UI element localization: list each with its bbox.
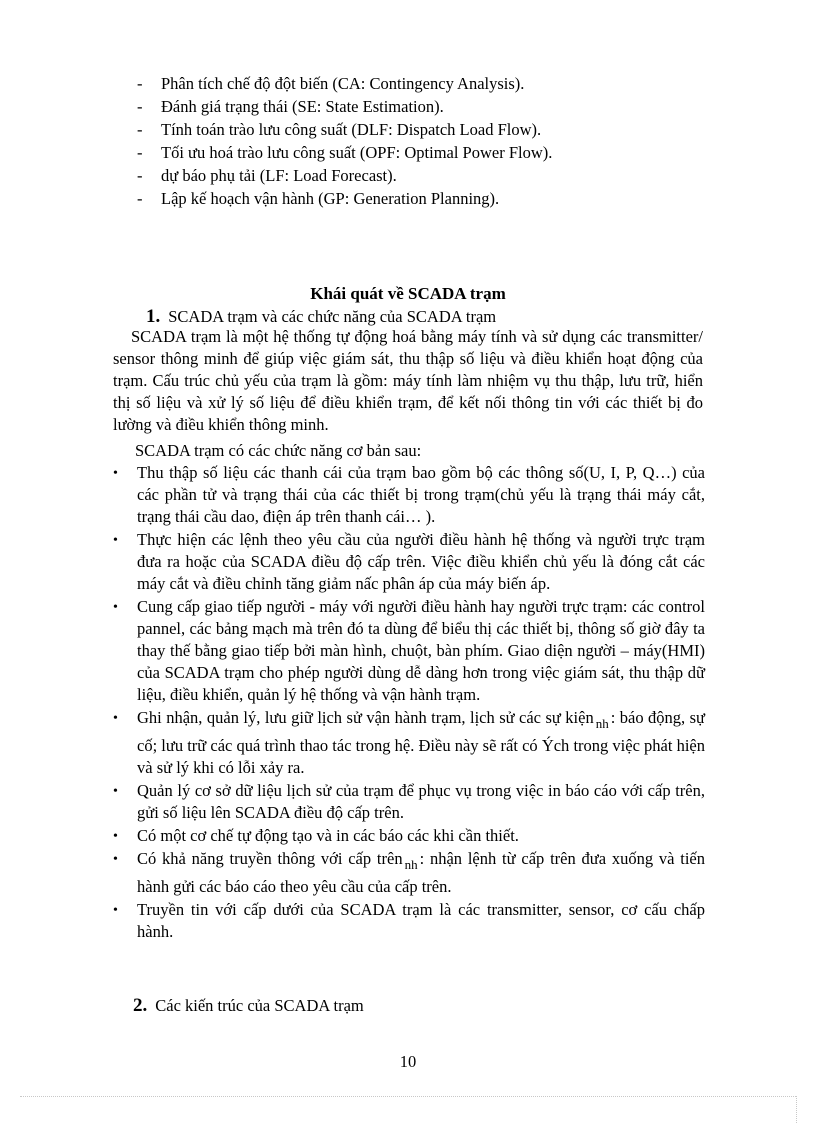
list-item: • Thực hiện các lệnh theo yêu cầu của người điều hành hệ thống và người trực trạm đưa ra hoặc của SCADA điều độ cấp trên. Việc điều khiển chủ yếu là đóng cắt các máy cắt và điều chỉnh tăng giảm nấc phân áp của máy biến áp. (113, 530, 705, 593)
dash-marker: - (137, 97, 143, 116)
list-item: - Phân tích chế độ đột biến (CA: Contingency Analysis). (137, 74, 525, 93)
dash-marker: - (137, 189, 143, 208)
list-item: • Cung cấp giao tiếp người - máy với người điều hành hay người trực trạm: các control pannel, các bảng mạch mà trên đó ta dùng để biểu thị các thiết bị, thông số giờ đây ta thay thế bằng giao tiếp bởi màn hình, chuột, bàn phím. Giao diện người – máy(HMI) của SCADA trạm cho phép người dùng dễ dàng hơn trong việc giám sát, thu thập dữ liệu, điều khiển, quản lý hệ thống và vận hành trạm. (113, 597, 705, 704)
dash-marker: - (137, 166, 143, 185)
bullet-marker: • (113, 852, 118, 867)
page-border-side (796, 1096, 797, 1123)
bullet-marker: • (113, 829, 118, 844)
subsection-number: 2. (133, 995, 148, 1016)
subsection-2-title (133, 996, 364, 1016)
bullet-marker: • (113, 533, 118, 548)
dash-marker: - (137, 143, 143, 162)
list-item: - Lập kế hoạch vận hành (GP: Generation Planning). (137, 189, 500, 208)
list-item: • Thu thập số liệu các thanh cái của trạm bao gồm bộ các thông số(U, I, P, Q…) của các phần tử và trạng thái của các thiết bị trong trạm(chủ yếu là trạng thái máy cắt, trạng thái cầu dao, điện áp trên thanh cái… ). (113, 463, 705, 526)
list-item: • Có khả năng truyền thông với cấp trên $_{nh}$ : nhận lệnh từ cấp trên đưa xuống và tiến hành gửi các báo cáo theo yêu cầu của cấp trên. (113, 849, 705, 896)
subsection-title-text: Các kiến trúc của SCADA trạm (155, 996, 364, 1015)
list-item: • Truyền tin với cấp dưới của SCADA trạm là các transmitter, sensor, cơ cấu chấp hành. (113, 900, 705, 941)
functions-intro: SCADA trạm có các chức năng cơ bản sau: (135, 441, 422, 460)
intro-paragraph: SCADA trạm là một hệ thống tự động hoá bằng máy tính và sử dụng các transmitter/ sensor thông minh để giúp việc giám sát, thu thập số liệu và điều khiển hoạt động của trạm. Cấu trúc chủ yếu của trạm là gồm: máy tính làm nhiệm vụ thu thập, lưu trữ, hiển thị số liệu và xử lý số liệu để điều khiển trạm, để kết nối thông tin với các thiết bị đo lường và điều khiển thông minh. (113, 327, 703, 434)
dash-marker: - (137, 74, 143, 93)
list-item: - Tối ưu hoá trào lưu công suất (OPF: Optimal Power Flow). (137, 143, 553, 162)
bullet-marker: • (113, 784, 118, 799)
subscript-text: nh (595, 716, 609, 731)
subsection-title-text: SCADA trạm và các chức năng của SCADA trạm (168, 307, 497, 326)
analysis-functions-list (137, 72, 697, 210)
section-heading: Khái quát về SCADA trạm (310, 284, 506, 303)
page-number: 10 (399, 1052, 417, 1071)
subsection-1-title (146, 307, 496, 327)
list-item: - Tính toán trào lưu công suất (DLF: Dispatch Load Flow). (137, 120, 542, 139)
list-item: • Quản lý cơ sở dữ liệu lịch sử của trạm để phục vụ trong việc in báo cáo với cấp trên, gửi số liệu lên SCADA điều độ cấp trên. (113, 781, 705, 822)
subsection-number: 1. (146, 306, 161, 327)
list-item: - dự báo phụ tải (LF: Load Forecast). (137, 166, 397, 185)
bullet-marker: • (113, 711, 118, 726)
list-item: • Có một cơ chế tự động tạo và in các báo các khi cần thiết. (113, 825, 705, 847)
bullet-marker: • (113, 600, 118, 615)
dash-marker: - (137, 120, 143, 139)
bullet-marker: • (113, 466, 118, 481)
subscript-text: nh (404, 857, 418, 872)
page-border-bottom (20, 1096, 796, 1097)
bullet-marker: • (113, 903, 118, 918)
list-item: • Ghi nhận, quản lý, lưu giữ lịch sử vận hành trạm, lịch sử các sự kiện $_{nh}$ : báo động, sự cố; lưu trữ các quá trình thao tác trong hệ. Điều này sẽ rất có Ých trong việc phát hiện và sử lý khi có lỗi xảy ra. (113, 708, 705, 777)
functions-list (113, 462, 705, 944)
list-item: - Đánh giá trạng thái (SE: State Estimation). (137, 97, 444, 116)
